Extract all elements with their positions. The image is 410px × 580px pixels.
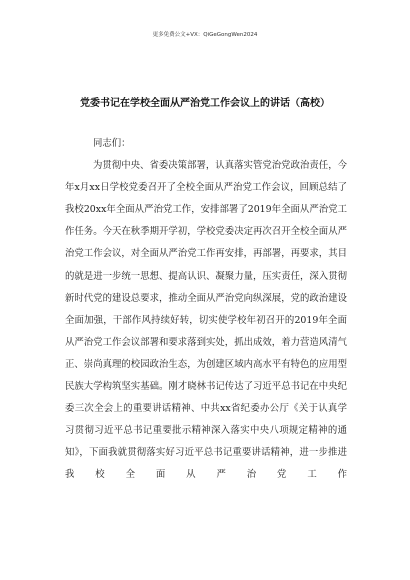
document-body: [65, 133, 347, 487]
document-title: 党委书记在学校全面从严治党工作会议上的讲话（高校）: [80, 98, 330, 109]
header-note: 更多免费公文+VX：QiGeGongWen2024: [152, 32, 258, 38]
salutation: 同志们：: [93, 138, 131, 149]
body-paragraph: 为贯彻中央、省委决策部署，认真落实管党治党政治责任，今年x月xx日学校党委召开了全校全面从严治党工作会议，回顾总结了我校20xx年全面从严治党工作，安排部署了2019年全面从严治党工作任务。今天在秋季期开学初，学校党委决定再次召开全校全面从严治党工作会议，对全面从严治党工作再安排，再部署，再要求，其目的就是进一步统一思想、提高认识、凝聚力量，压实责任，深入贯彻新时代党的建设总要求，推动全面从严治党向纵深展，党的政治建设全面加强，干部作风持续好转，切实使学校年初召开的2019年全面从严治党工作会议部署和要求落到实处，抓出成效，着力营造风清气正、崇尚真理的校园政治生态，为创建区域内高水平有特色的应用型民族大学构筑坚实基础。刚才晓林书记传达了习近平总书记在中央纪委三次全会上的重要讲话精神、中共xx省纪委办公厅《关于认真学习贯彻习近平总书记重要批示精神深入落实中央八项规定精神的通知》，下面我就贯彻落实好习近平总书记重要讲话精神，进一步推进我校全面从严治党工作: [65, 160, 347, 481]
